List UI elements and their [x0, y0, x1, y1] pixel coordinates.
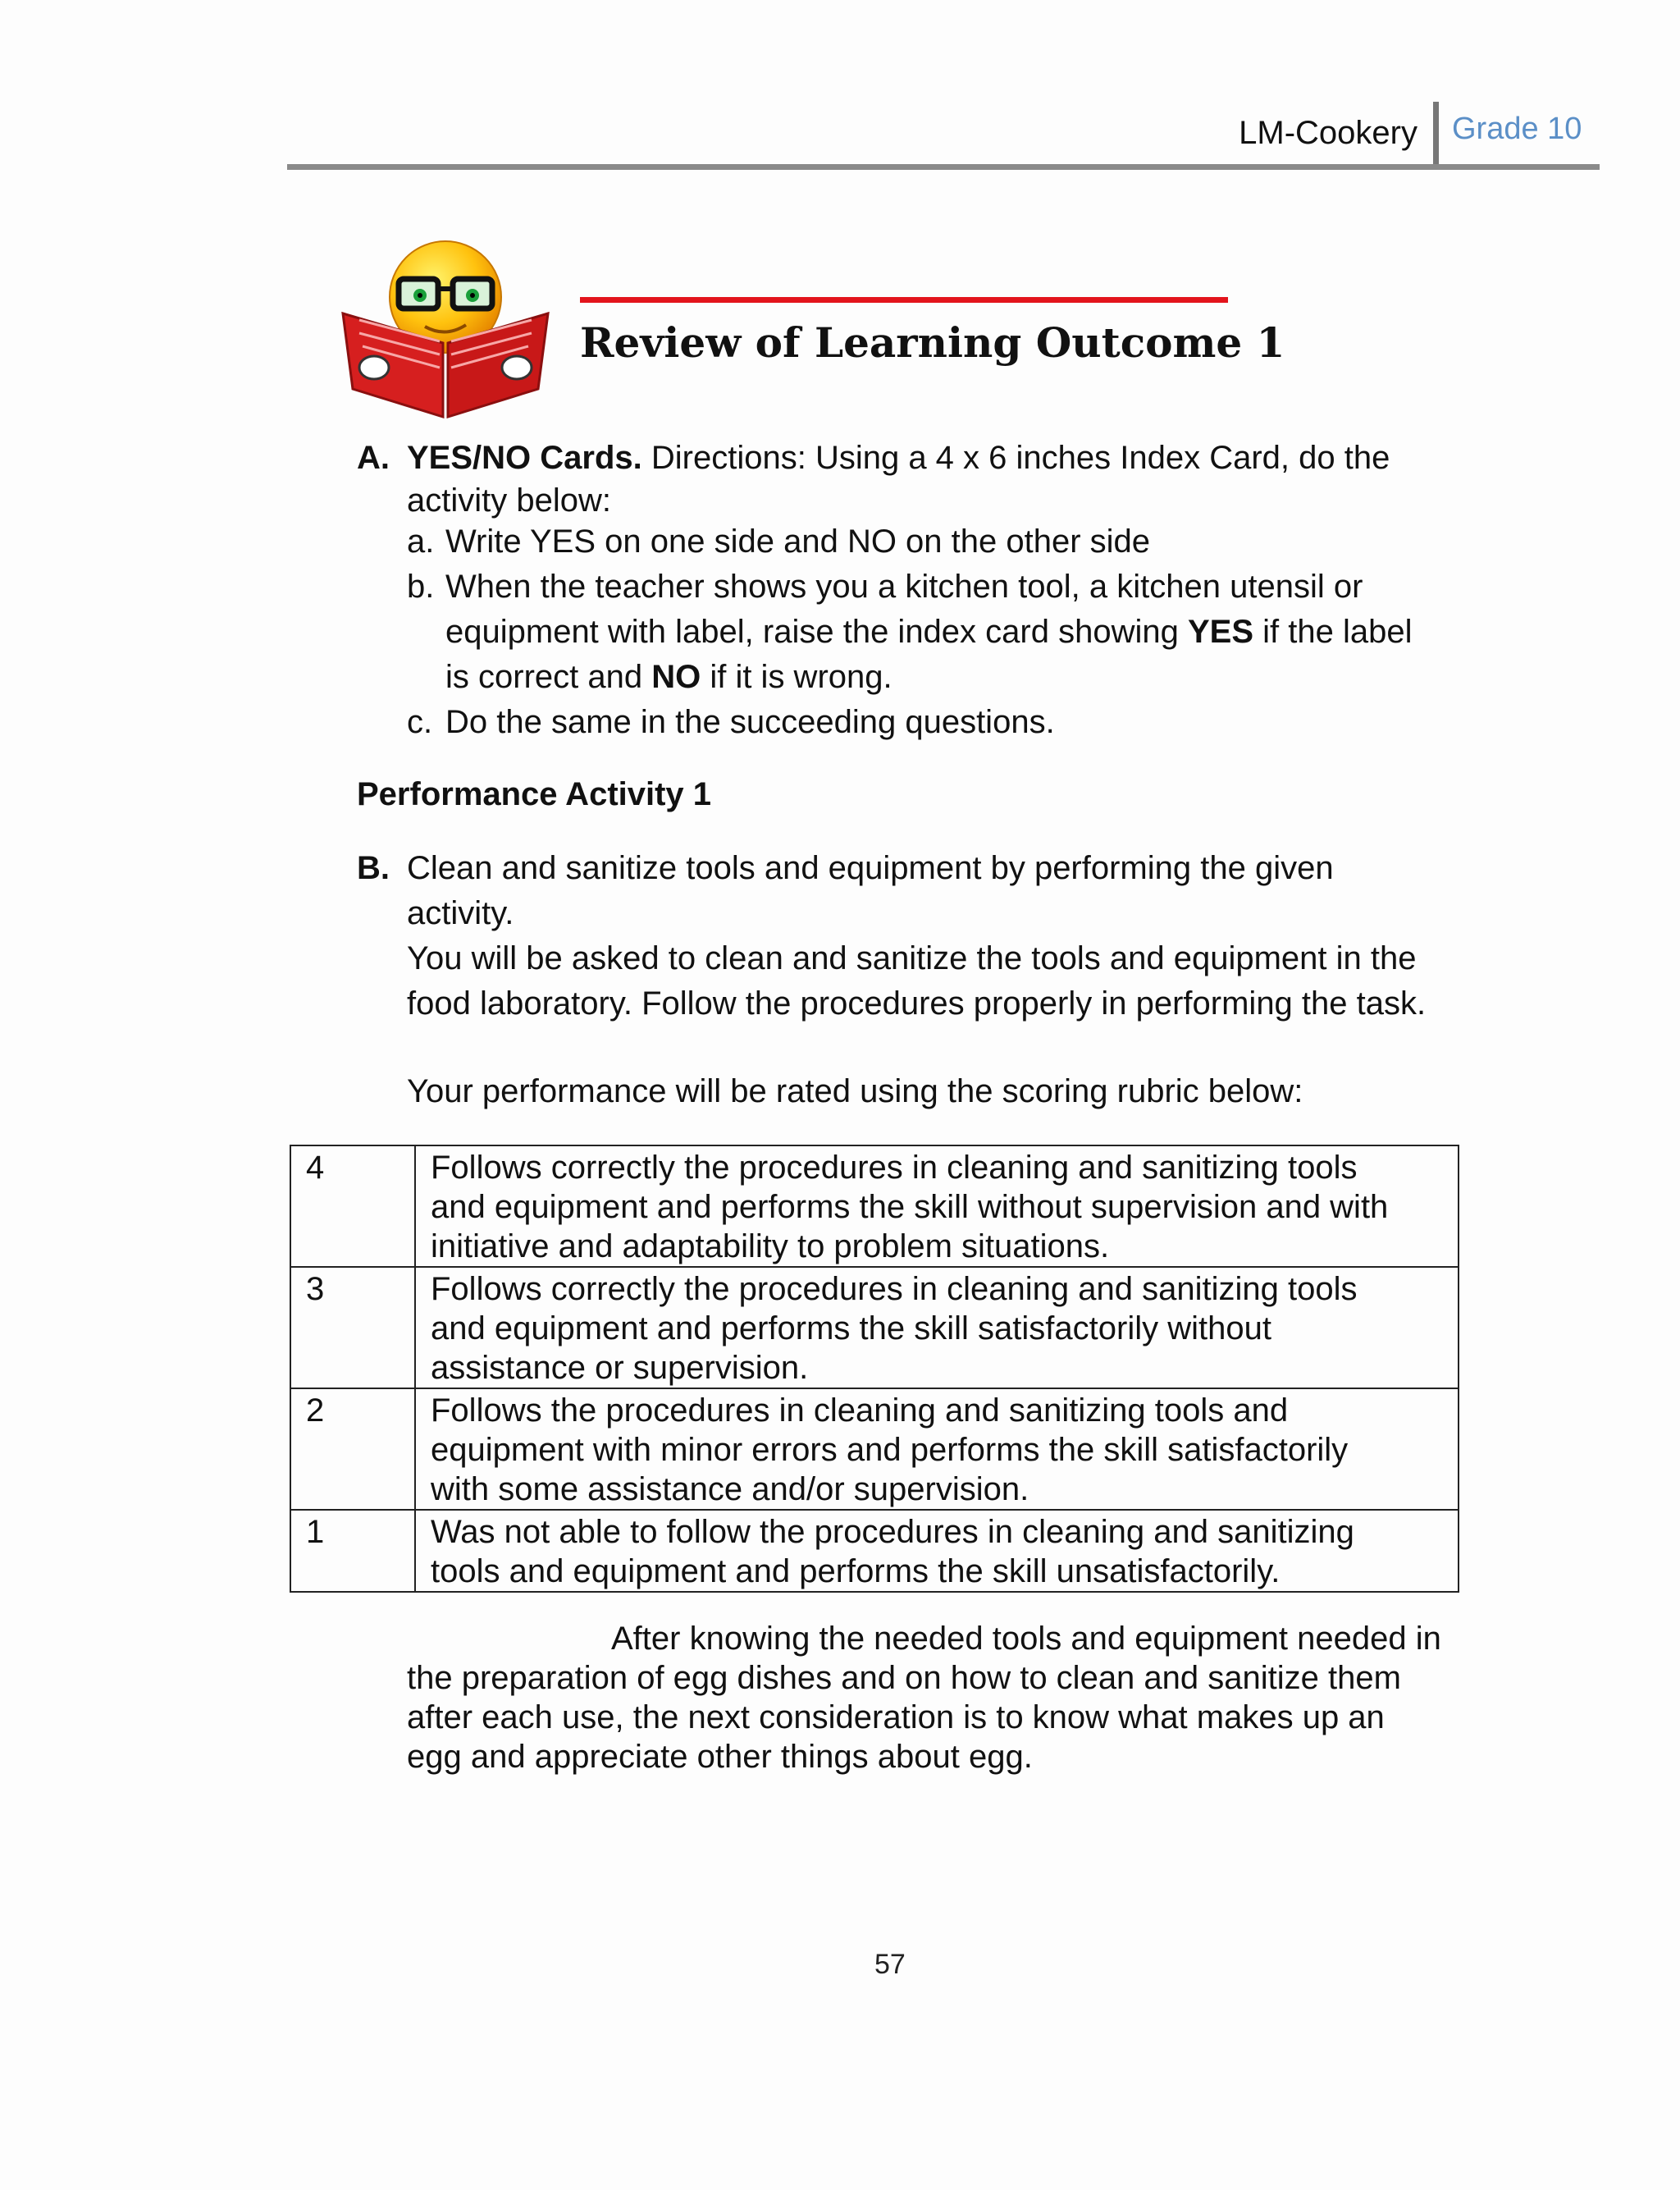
title-rule	[580, 297, 1228, 303]
item-b-marker: b.	[407, 569, 435, 605]
item-c-marker: c.	[407, 704, 433, 740]
grade-label: Grade 10	[1452, 112, 1582, 146]
closing-line1: After knowing the needed tools and equipment needed in	[611, 1621, 1441, 1657]
rubric-line: Follows the procedures in cleaning and sanitizing tools and	[431, 1392, 1289, 1429]
scoring-rubric-table	[290, 1145, 1459, 1593]
item-c-text: Do the same in the succeeding questions.	[445, 704, 1055, 740]
rubric-description	[415, 1510, 1459, 1592]
rubric-score: 4	[290, 1145, 415, 1267]
item-b-line3-pre: is correct and	[445, 659, 652, 695]
rubric-score: 3	[290, 1267, 415, 1388]
section-a-directions: Directions: Using a 4 x 6 inches Index Card, do the	[641, 440, 1390, 476]
item-b-no: NO	[651, 659, 701, 695]
smiley-reading-book-icon	[335, 238, 556, 427]
item-b-line3	[445, 655, 892, 700]
section-a-letter: A.	[357, 440, 390, 476]
section-b-letter: B.	[357, 850, 390, 886]
item-b-line2	[445, 610, 1412, 655]
rubric-line: assistance or supervision.	[431, 1350, 809, 1386]
course-label: LM-Cookery	[1239, 115, 1418, 151]
rubric-intro: Your performance will be rated using the scoring rubric below:	[407, 1073, 1303, 1109]
section-b-line2: activity.	[407, 895, 514, 931]
rubric-score: 2	[290, 1388, 415, 1510]
section-a-intro	[407, 436, 1390, 481]
item-b-yes: YES	[1187, 614, 1254, 650]
rubric-line: Follows correctly the procedures in cleaning and sanitizing tools	[431, 1150, 1358, 1186]
rubric-line: tools and equipment and performs the skill unsatisfactorily.	[431, 1553, 1281, 1589]
rubric-line: with some assistance and/or supervision.	[431, 1471, 1029, 1507]
rubric-row	[290, 1510, 1459, 1592]
rubric-line: Was not able to follow the procedures in cleaning and sanitizing	[431, 1514, 1354, 1550]
rubric-row	[290, 1267, 1459, 1388]
rubric-description	[415, 1388, 1459, 1510]
rubric-row	[290, 1388, 1459, 1510]
rubric-row	[290, 1145, 1459, 1267]
rubric-description	[415, 1267, 1459, 1388]
rubric-line: and equipment and performs the skill satisfactorily without	[431, 1310, 1271, 1346]
page-header	[287, 97, 1600, 171]
header-rule	[287, 164, 1600, 170]
rubric-description	[415, 1145, 1459, 1267]
rubric-line: and equipment and performs the skill without supervision and with	[431, 1189, 1389, 1225]
header-divider	[1433, 102, 1439, 166]
closing-line2: the preparation of egg dishes and on how to clean and sanitize them	[407, 1660, 1401, 1696]
rubric-score: 1	[290, 1510, 415, 1592]
performance-heading: Performance Activity 1	[357, 776, 712, 812]
rubric-line: initiative and adaptability to problem situations.	[431, 1228, 1110, 1264]
item-a-marker: a.	[407, 523, 435, 560]
rubric-line: Follows correctly the procedures in cleaning and sanitizing tools	[431, 1271, 1358, 1307]
section-b-line1: Clean and sanitize tools and equipment by performing the given	[407, 850, 1334, 886]
closing-line4: egg and appreciate other things about egg.	[407, 1739, 1033, 1775]
page-title: Review of Learning Outcome 1	[580, 318, 1285, 367]
section-b-line4: food laboratory. Follow the procedures properly in performing the task.	[407, 985, 1427, 1022]
item-b-line1: When the teacher shows you a kitchen tool, a kitchen utensil or	[445, 569, 1363, 605]
section-b-line3: You will be asked to clean and sanitize the tools and equipment in the	[407, 940, 1417, 976]
section-a-intro-line2: activity below:	[407, 482, 611, 519]
rubric-line: equipment with minor errors and performs the skill satisfactorily	[431, 1432, 1349, 1468]
closing-line3: after each use, the next consideration is to know what makes up an	[407, 1699, 1385, 1735]
item-b-line2-pre: equipment with label, raise the index card showing	[445, 614, 1188, 650]
page-number: 57	[874, 1949, 906, 1980]
item-b-line3-post: if it is wrong.	[701, 659, 892, 695]
item-a-text: Write YES on one side and NO on the other side	[445, 523, 1151, 560]
section-a-heading: YES/NO Cards.	[407, 440, 642, 476]
item-b-line2-post: if the label	[1253, 614, 1413, 650]
